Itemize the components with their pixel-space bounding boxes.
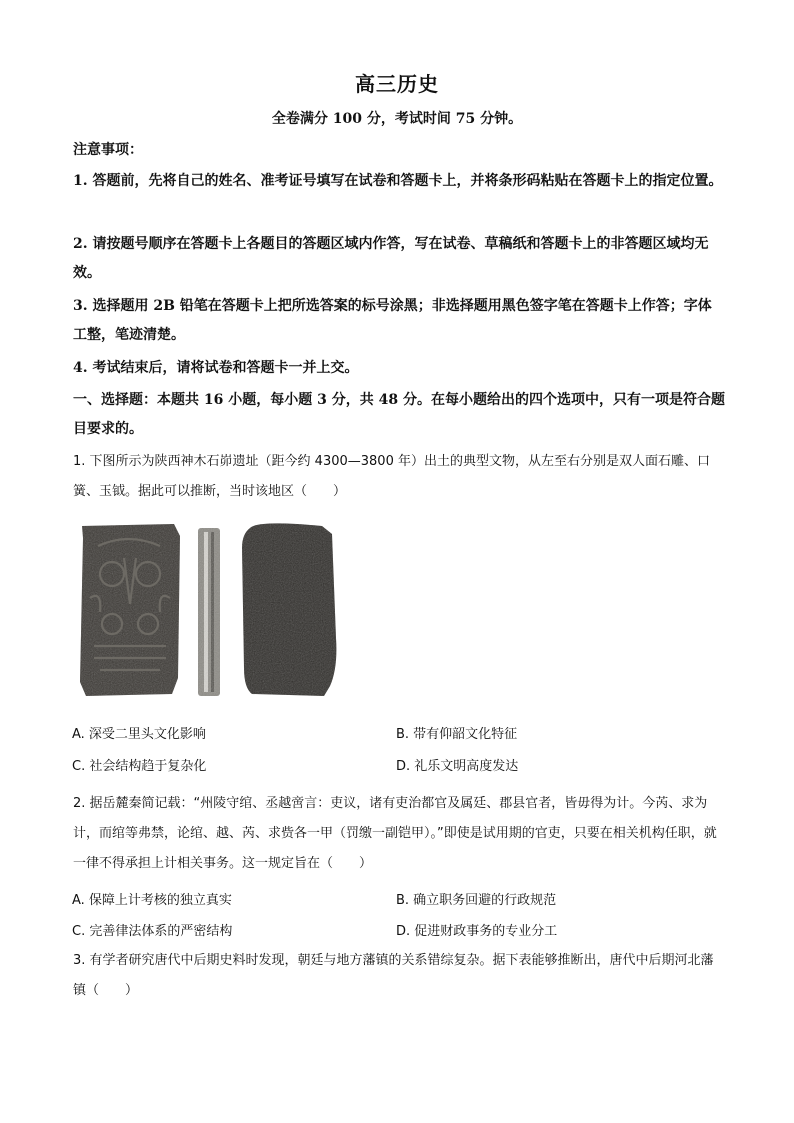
notes-heading: 注意事项：	[73, 142, 143, 158]
note-item: 2. 请按题号顺序在答题卡上各题目的答题区域内作答，写在试卷、草稿纸和答题卡上的非答题区域均无效。	[73, 236, 709, 281]
artifact-photos-drawing	[78, 518, 340, 700]
artifact-photos	[78, 518, 340, 700]
question-2-stem: 2. 据岳麓秦简记载：“州陵守绾、丞越啻言：吏议，诸有吏治都官及属廷、郡县官者，皆毋得为计。今芮、求为计，而绾等弗禁，论绾、越、芮、求赀各一甲（罚缴一副铠甲）。”即使是试用期的官吏，只要在相关机构任职，就一律不得承担上计相关事务。这一规定旨在（ ）	[73, 796, 717, 871]
question-2-option-b[interactable]: B. 确立职务回避的行政规范	[396, 893, 557, 908]
note-item: 3. 选择题用 2B 铅笔在答题卡上把所选答案的标号涂黑；非选择题用黑色签字笔在答题卡上作答；字体工整，笔迹清楚。	[73, 298, 712, 343]
stone-sculpture-image	[80, 524, 180, 696]
mouth-harp-image	[198, 528, 220, 696]
question-1-option-b[interactable]: B. 带有仰韶文化特征	[396, 727, 518, 742]
question-2-option-d[interactable]: D. 促进财政事务的专业分工	[396, 924, 558, 939]
note-item: 4. 考试结束后，请将试卷和答题卡一并上交。	[73, 360, 359, 376]
question-2-option-c[interactable]: C. 完善律法体系的严密结构	[72, 924, 233, 939]
question-3-stem: 3. 有学者研究唐代中后期史料时发现，朝廷与地方藩镇的关系错综复杂。据下表能够推断出，唐代中后期河北藩镇（ ）	[73, 953, 714, 998]
question-1-option-d[interactable]: D. 礼乐文明高度发达	[396, 759, 519, 774]
note-item: 1. 答题前，先将自己的姓名、准考证号填写在试卷和答题卡上，并将条形码粘贴在答题卡上的指定位置。	[73, 173, 723, 189]
question-1-option-c[interactable]: C. 社会结构趋于复杂化	[72, 759, 207, 774]
question-1-option-a[interactable]: A. 深受二里头文化影响	[72, 727, 206, 742]
question-1-stem: 1. 下图所示为陕西神木石峁遗址（距今约 4300—3800 年）出土的典型文物，从左至右分别是双人面石雕、口簧、玉钺。据此可以推断，当时该地区（ ）	[73, 454, 710, 499]
section-heading: 一、选择题：本题共 16 小题，每小题 3 分，共 48 分。在每小题给出的四个选项中，只有一项是符合题目要求的。	[73, 392, 725, 437]
page-subtitle: 全卷满分 100 分，考试时间 75 分钟。	[271, 111, 523, 127]
question-2-option-a[interactable]: A. 保障上计考核的独立真实	[72, 893, 232, 908]
page-title: 高三历史	[355, 72, 439, 96]
jade-axe-image	[242, 523, 336, 696]
